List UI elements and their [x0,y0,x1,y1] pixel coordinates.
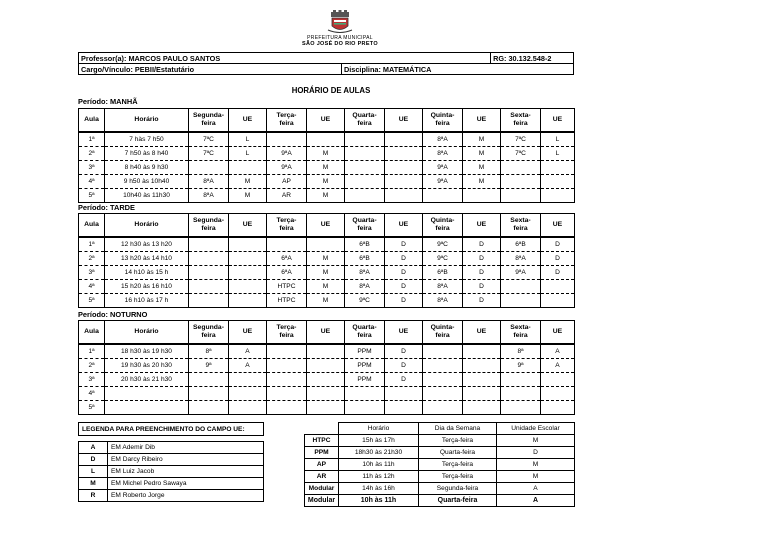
table-cell [463,373,501,387]
table-cell [189,373,229,387]
table-cell [385,401,423,415]
table-cell: 19 h30 às 20 h30 [105,359,189,373]
column-header: Quarta- feira [345,214,385,238]
table-cell: 8ªA [501,252,541,266]
table-cell [229,373,267,387]
table-cell: 2ª [79,147,105,161]
table-cell: PPM [345,373,385,387]
table-cell: 7ªC [189,132,229,147]
table-cell: M [463,132,501,147]
table-cell [267,344,307,359]
table-cell: A [541,359,575,373]
column-header: UE [229,321,267,345]
table-row [79,189,575,203]
table-cell: M [307,189,345,203]
table-cell [307,359,345,373]
table-cell [423,401,463,415]
table-cell: D [463,266,501,280]
table-cell [229,266,267,280]
sched-row: Modular 10h às 11h Quarta-feira A [305,495,575,507]
table-cell [267,359,307,373]
table-cell: 6ªB [501,237,541,252]
table-cell: D [385,280,423,294]
teacher-info-table [78,52,574,75]
table-cell: PPM [345,344,385,359]
table-cell: D [463,280,501,294]
table-cell: 6ªB [345,237,385,252]
table-row [79,359,575,373]
column-header: UE [307,214,345,238]
table-cell: 18 h30 às 19 h30 [105,344,189,359]
table-cell [423,189,463,203]
column-header: UE [541,321,575,345]
table-cell: M [463,147,501,161]
column-header: UE [463,321,501,345]
column-header: Segunda- feira [189,109,229,133]
table-cell [229,387,267,401]
sched-row: AP 10h às 11h Terça-feira M [305,459,575,471]
table-cell [267,132,307,147]
table-row [79,401,575,415]
table-cell [345,189,385,203]
table-cell: 6ªA [267,252,307,266]
table-cell: 13 h20 às 14 h10 [105,252,189,266]
column-header: Horário [105,214,189,238]
column-header: UE [385,109,423,133]
legend-row: L EM Luiz Jacob [79,466,264,478]
table-cell: D [385,294,423,308]
table-cell: 10h40 às 11h30 [105,189,189,203]
table-cell [501,401,541,415]
table-row [79,373,575,387]
column-header: Quarta- feira [345,321,385,345]
sched-header-horario: Horário [339,423,419,435]
table-cell [189,294,229,308]
table-cell [307,132,345,147]
table-cell: 7 hàs 7 h50 [105,132,189,147]
table-cell: D [385,359,423,373]
table-cell [423,359,463,373]
column-header: UE [229,214,267,238]
column-header: Terça- feira [267,214,307,238]
table-cell [541,189,575,203]
table-cell: 9ªC [423,252,463,266]
table-row [79,132,575,147]
page-title: HORÁRIO DE AULAS [291,86,371,95]
column-header: Segunda- feira [189,321,229,345]
table-cell [189,280,229,294]
table-cell: 9ª [501,359,541,373]
table-cell [385,132,423,147]
schedule-summary-table [304,422,575,507]
table-cell: HTPC [267,294,307,308]
table-cell [385,161,423,175]
table-cell [105,401,189,415]
sched-row: PPM 18h30 às 21h30 Quarta-feira D [305,447,575,459]
table-cell [501,175,541,189]
period-label-manha: Período: MANHÃ [78,97,138,106]
table-cell: L [229,132,267,147]
table-cell: 12 h30 às 13 h20 [105,237,189,252]
table-cell: 3ª [79,266,105,280]
table-cell: M [463,175,501,189]
table-cell: AP [267,175,307,189]
table-cell [541,387,575,401]
table-cell [385,147,423,161]
sched-header-dia: Dia da Semana [419,423,497,435]
table-cell: 6ªB [423,266,463,280]
table-cell: 8 h40 às 9 h30 [105,161,189,175]
table-cell: 1ª [79,237,105,252]
table-cell: M [307,266,345,280]
table-cell: D [463,237,501,252]
column-header: Horário [105,109,189,133]
sched-header-unidade: Unidade Escolar [497,423,575,435]
table-cell: M [229,175,267,189]
table-cell [501,280,541,294]
table-cell: 3ª [79,373,105,387]
table-cell: M [307,175,345,189]
legend-row: A EM Ademir Dib [79,442,264,454]
table-row [79,175,575,189]
table-cell [463,189,501,203]
table-cell: 8ª [501,344,541,359]
table-cell [345,147,385,161]
table-cell [229,161,267,175]
legend-title: LEGENDA PARA PREENCHIMENTO DO CAMPO UE: [79,423,264,436]
table-row [79,237,575,252]
column-header: UE [463,109,501,133]
column-header: Terça- feira [267,109,307,133]
table-cell [307,373,345,387]
table-cell: 1ª [79,132,105,147]
table-cell [345,401,385,415]
column-header: Terça- feira [267,321,307,345]
table-cell [541,294,575,308]
table-cell: M [463,161,501,175]
table-cell: 9ªA [267,147,307,161]
table-cell: AR [267,189,307,203]
legend-row: R EM Roberto Jorge [79,490,264,502]
column-header: Sexta- feira [501,321,541,345]
table-cell [501,294,541,308]
table-cell: 9ª [189,359,229,373]
table-cell [541,280,575,294]
table-cell [463,344,501,359]
table-cell [501,161,541,175]
table-cell: A [229,359,267,373]
table-cell: 8ªA [345,266,385,280]
table-cell: 8ªA [189,175,229,189]
table-cell [423,387,463,401]
table-cell [541,161,575,175]
table-cell [189,401,229,415]
table-cell [307,344,345,359]
table-cell: 8ª [189,344,229,359]
table-cell: 8ªA [423,294,463,308]
table-cell: M [307,147,345,161]
table-cell [541,175,575,189]
table-cell [267,387,307,401]
table-cell [229,252,267,266]
table-cell [501,373,541,387]
table-cell [345,161,385,175]
table-cell: 8ªA [423,280,463,294]
table-cell [463,387,501,401]
table-cell: 1ª [79,344,105,359]
period-label-noturno: Período: NOTURNO [78,310,148,319]
period-label-tarde: Período: TARDE [78,203,135,212]
table-cell: M [307,280,345,294]
table-cell: L [541,132,575,147]
table-cell: 8ªA [423,132,463,147]
legend-table [78,422,264,502]
table-cell [385,189,423,203]
column-header: Horário [105,321,189,345]
table-cell [345,175,385,189]
table-cell: M [307,294,345,308]
table-cell [385,175,423,189]
table-cell [541,401,575,415]
table-row [79,161,575,175]
rg-field: RG: 30.132.548-2 [491,53,574,64]
table-cell: 6ªA [267,266,307,280]
column-header: Sexta- feira [501,214,541,238]
table-cell: 3ª [79,161,105,175]
table-cell [189,161,229,175]
schedule-grid [78,320,575,415]
table-cell: L [229,147,267,161]
schedule-grid [78,108,575,203]
column-header: Sexta- feira [501,109,541,133]
column-header: Quinta- feira [423,109,463,133]
table-cell: 9ªA [423,175,463,189]
table-cell: 16 h10 às 17 h [105,294,189,308]
column-header: UE [229,109,267,133]
table-cell: 5ª [79,401,105,415]
table-row [79,387,575,401]
legend-row: M EM Michel Pedro Sawaya [79,478,264,490]
table-row [79,294,575,308]
table-row [79,280,575,294]
column-header: UE [463,214,501,238]
table-cell: 15 h20 às 16 h10 [105,280,189,294]
table-cell [463,401,501,415]
table-cell: D [541,237,575,252]
table-cell [463,359,501,373]
org-line1: PREFEITURA MUNICIPAL [307,35,373,41]
table-row [79,147,575,161]
table-cell: 5ª [79,189,105,203]
schedule-grid [78,213,575,308]
table-cell: D [463,294,501,308]
table-cell [229,401,267,415]
column-header: UE [385,321,423,345]
table-cell: M [307,252,345,266]
table-cell: 9ªC [423,237,463,252]
table-cell: L [541,147,575,161]
table-row [79,266,575,280]
column-header: Quarta- feira [345,109,385,133]
table-cell: D [385,266,423,280]
table-cell: HTPC [267,280,307,294]
table-cell: 2ª [79,359,105,373]
table-cell [189,237,229,252]
table-cell: D [385,252,423,266]
table-cell [423,344,463,359]
table-cell [345,387,385,401]
cargo-field: Cargo/Vínculo: PEBII/Estatutário [79,64,342,75]
table-cell [267,373,307,387]
table-cell [307,237,345,252]
table-cell: A [229,344,267,359]
table-cell: 4ª [79,175,105,189]
table-cell [267,401,307,415]
column-header: Aula [79,214,105,238]
column-header: UE [307,109,345,133]
column-header: UE [385,214,423,238]
table-cell: D [385,373,423,387]
column-header: Segunda- feira [189,214,229,238]
table-row [79,344,575,359]
table-cell: PPM [345,359,385,373]
column-header: Aula [79,321,105,345]
table-cell [229,280,267,294]
table-cell: 6ªB [345,252,385,266]
table-cell [229,237,267,252]
sched-row: AR 11h às 12h Terça-feira M [305,471,575,483]
professor-name: Professor(a): MARCOS PAULO SANTOS [79,53,491,64]
table-cell: 4ª [79,387,105,401]
table-cell: 14 h10 às 15 h [105,266,189,280]
table-cell: 9ªC [345,294,385,308]
table-cell: 9ªA [501,266,541,280]
table-cell: 7ªC [501,147,541,161]
sched-row: HTPC 15h às 17h Terça-feira M [305,435,575,447]
table-row [79,252,575,266]
table-cell: 4ª [79,280,105,294]
table-cell: D [541,266,575,280]
sched-row: Modular 14h às 16h Segunda-feira A [305,483,575,495]
table-cell [105,387,189,401]
table-cell [229,294,267,308]
table-cell: 7ªC [501,132,541,147]
column-header: Quinta- feira [423,321,463,345]
table-cell: 9ªA [423,161,463,175]
table-cell: 7ªC [189,147,229,161]
column-header: Quinta- feira [423,214,463,238]
org-line2: SÃO JOSÉ DO RIO PRETO [302,41,378,47]
table-cell: 8ªA [189,189,229,203]
table-cell [189,252,229,266]
table-cell [541,373,575,387]
table-cell: D [385,344,423,359]
table-cell [267,237,307,252]
table-cell [189,387,229,401]
legend-row: D EM Darcy Ribeiro [79,454,264,466]
table-cell [423,373,463,387]
column-header: UE [541,214,575,238]
table-cell [385,387,423,401]
coat-of-arms-logo [327,10,353,34]
table-cell: 20 h30 às 21 h30 [105,373,189,387]
table-cell [189,266,229,280]
table-cell: D [385,237,423,252]
table-cell [501,189,541,203]
table-cell: M [307,161,345,175]
table-cell [501,387,541,401]
table-cell: A [541,344,575,359]
table-cell [307,387,345,401]
table-cell: D [541,252,575,266]
disciplina-field: Disciplina: MATEMÁTICA [342,64,574,75]
table-cell: M [229,189,267,203]
column-header: Aula [79,109,105,133]
table-cell: 8ªA [423,147,463,161]
table-cell: 2ª [79,252,105,266]
table-cell [307,401,345,415]
table-cell: 9ªA [267,161,307,175]
table-cell: 9 h50 às 10h40 [105,175,189,189]
table-cell: D [463,252,501,266]
table-cell [345,132,385,147]
column-header: UE [307,321,345,345]
column-header: UE [541,109,575,133]
table-cell: 5ª [79,294,105,308]
table-cell: 8ªA [345,280,385,294]
table-cell: 7 h50 às 8 h40 [105,147,189,161]
